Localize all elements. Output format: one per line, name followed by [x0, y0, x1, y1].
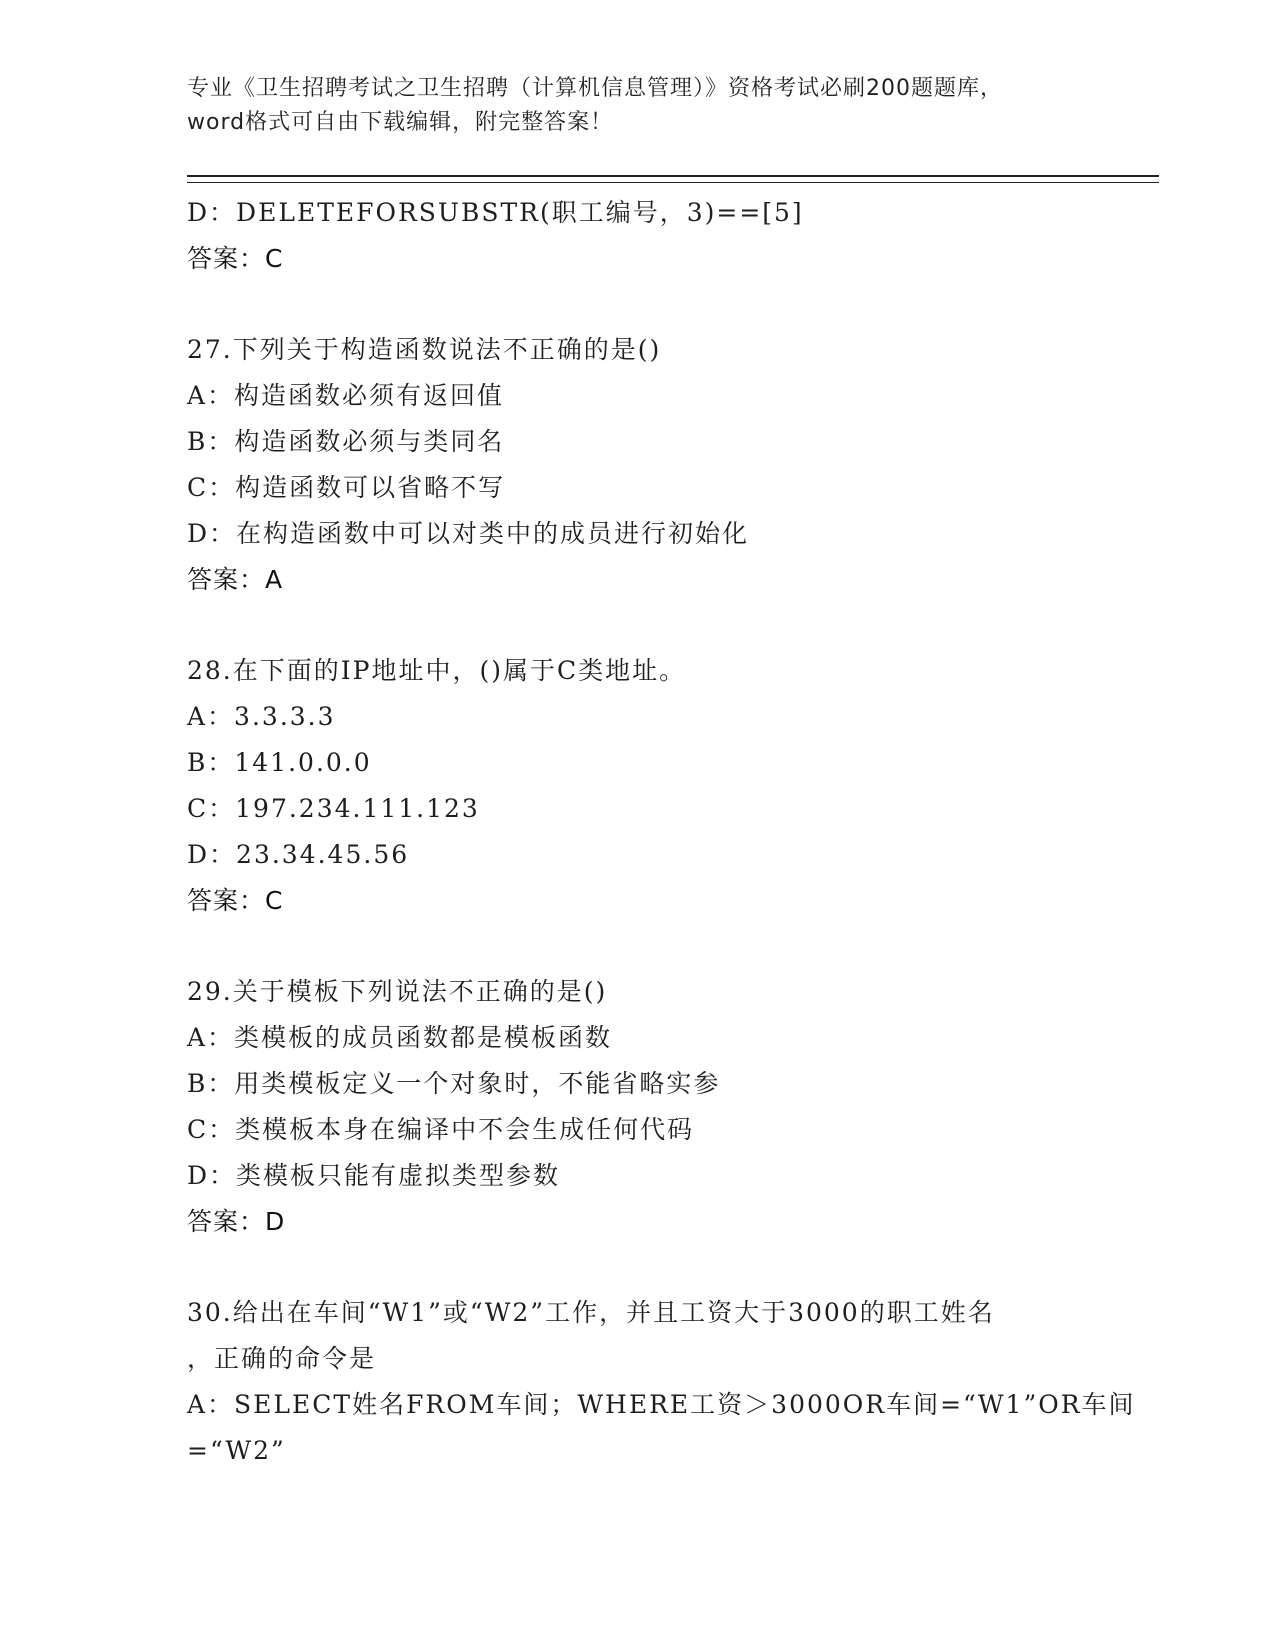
- answer-line: 答案：A: [187, 565, 284, 594]
- answer-line: 答案：D: [187, 1207, 286, 1236]
- header-line-1: 专业《卫生招聘考试之卫生招聘（计算机信息管理）》资格考试必刷200题题库，: [187, 76, 1003, 101]
- document-header: [187, 72, 1087, 140]
- spacer: [187, 924, 1087, 969]
- option-a: A：3.3.3.3: [187, 702, 336, 731]
- option-c: C：类模板本身在编译中不会生成任何代码: [187, 1115, 695, 1144]
- question-block: [187, 190, 1087, 282]
- question-stem: 28.在下面的IP地址中，()属于C类地址。: [187, 656, 687, 685]
- option-a: A：SELECT姓名FROM车间；WHERE工资＞3000OR车间=“W1”OR车间: [187, 1390, 1136, 1419]
- answer-line: 答案：C: [187, 886, 284, 915]
- question-block: [187, 1290, 1136, 1474]
- header-rule-thin: [187, 182, 1159, 183]
- question-stem-continued: ，正确的命令是: [187, 1344, 377, 1373]
- option-b: B：构造函数必须与类同名: [187, 427, 505, 456]
- spacer: [187, 603, 1087, 648]
- option-b: B：用类模板定义一个对象时，不能省略实参: [187, 1069, 721, 1098]
- question-block: [187, 969, 1087, 1245]
- option-a: A：类模板的成员函数都是模板函数: [187, 1023, 613, 1052]
- question-list: [187, 190, 1136, 1474]
- option-c: C：构造函数可以省略不写: [187, 473, 506, 502]
- header-rule-thick: [187, 175, 1159, 177]
- header-line-2: word格式可自由下载编辑，附完整答案！: [187, 110, 614, 135]
- option-d: D：23.34.45.56: [187, 840, 410, 869]
- option-d: D：在构造函数中可以对类中的成员进行初始化: [187, 519, 750, 548]
- question-stem: 30.给出在车间“W1”或“W2”工作，并且工资大于3000的职工姓名: [187, 1298, 995, 1327]
- option-a: A：构造函数必须有返回值: [187, 381, 505, 410]
- option-d: D：DELETEFORSUBSTR(职工编号，3)==[5]: [187, 198, 804, 227]
- question-stem: 27.下列关于构造函数说法不正确的是(): [187, 335, 662, 364]
- option-b: B：141.0.0.0: [187, 748, 372, 777]
- answer-line: 答案：C: [187, 244, 284, 273]
- question-block: [187, 327, 1087, 603]
- spacer: [187, 1245, 1087, 1290]
- option-a-continued: =“W2”: [187, 1436, 286, 1465]
- question-block: [187, 648, 1087, 924]
- spacer: [187, 282, 1087, 327]
- question-stem: 29.关于模板下列说法不正确的是(): [187, 977, 608, 1006]
- option-c: C：197.234.111.123: [187, 794, 480, 823]
- option-d: D：类模板只能有虚拟类型参数: [187, 1161, 561, 1190]
